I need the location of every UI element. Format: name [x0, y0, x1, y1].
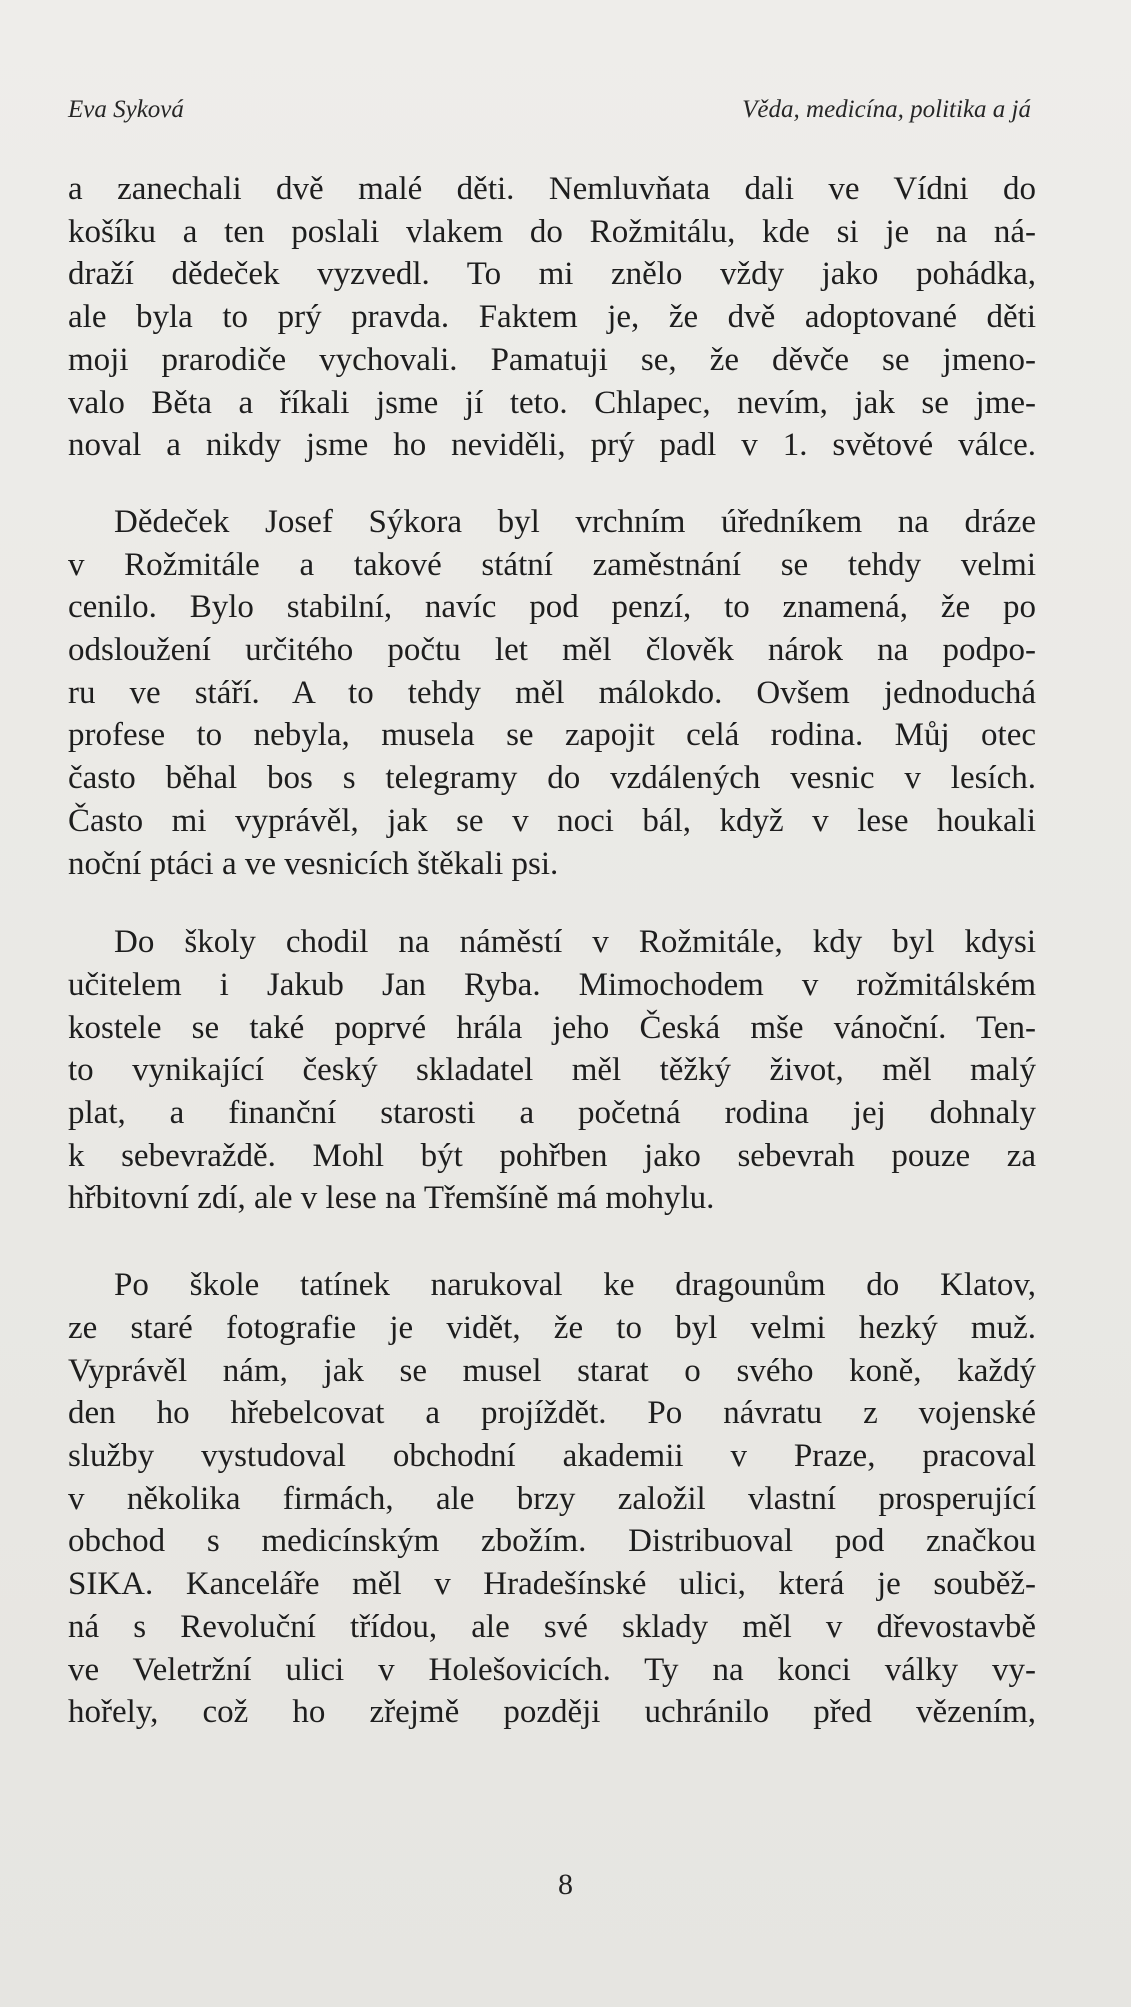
header-book-title: Věda, medicína, politika a já	[742, 96, 1031, 123]
running-header	[68, 96, 1031, 132]
text-line: valo Běta a říkali jsme jí teto. Chlapec, nevím, jak se jme-	[68, 384, 1036, 421]
text-line: profese to nebyla, musela se zapojit celá rodina. Můj otec	[68, 717, 1036, 754]
text-line: v Rožmitále a takové státní zaměstnání se tehdy velmi	[68, 546, 1036, 583]
paragraph-3	[68, 921, 1036, 1220]
text-line: ale byla to prý pravda. Faktem je, že dvě adoptované děti	[68, 299, 1036, 336]
text-line: obchod s medicínským zbožím. Distribuoval pod značkou	[68, 1523, 1036, 1560]
text-line: kostele se také poprvé hrála jeho Česká mše vánoční. Ten-	[68, 1009, 1036, 1046]
text-line: služby vystudoval obchodní akademii v Praze, pracoval	[68, 1437, 1036, 1474]
text-line: moji prarodiče vychovali. Pamatuji se, že děvče se jmeno-	[68, 341, 1036, 378]
text-line: den ho hřebelcovat a projíždět. Po návratu z vojenské	[68, 1395, 1036, 1432]
text-line: v několika firmách, ale brzy založil vlastní prosperující	[68, 1480, 1036, 1517]
text-line: noval a nikdy jsme ho neviděli, prý padl v 1. světové válce.	[68, 427, 1036, 464]
page-number: 8	[558, 1868, 573, 1901]
text-line: ve Veletržní ulici v Holešovicích. Ty na konci války vy-	[68, 1651, 1036, 1688]
text-line: hořely, což ho zřejmě později uchránilo před vězením,	[68, 1694, 1036, 1731]
text-line: Do školy chodil na náměstí v Rožmitále, kdy byl kdysi	[114, 924, 1036, 961]
text-line: plat, a finanční starosti a početná rodina jej dohnaly	[68, 1095, 1036, 1132]
text-line: to vynikající český skladatel měl těžký život, měl malý	[68, 1052, 1036, 1089]
text-line: noční ptáci a ve vesnicích štěkali psi.	[68, 845, 559, 882]
text-line: hřbitovní zdí, ale v lese na Třemšíně má mohylu.	[68, 1180, 715, 1217]
text-line: učitelem i Jakub Jan Ryba. Mimochodem v rožmitálském	[68, 966, 1036, 1003]
paragraph-1	[68, 168, 1036, 467]
text-line: Po škole tatínek narukoval ke dragounům do Klatov,	[114, 1267, 1036, 1304]
text-line: ná s Revoluční třídou, ale své sklady měl v dřevostavbě	[68, 1608, 1036, 1645]
text-line: SIKA. Kanceláře měl v Hradešínské ulici, která je souběž-	[68, 1566, 1036, 1603]
body-text	[68, 168, 1036, 1734]
header-author: Eva Syková	[68, 96, 184, 123]
text-line: cenilo. Bylo stabilní, navíc pod penzí, to znamená, že po	[68, 589, 1036, 626]
text-line: Vyprávěl nám, jak se musel starat o svého koně, každý	[68, 1352, 1036, 1389]
text-line: Často mi vyprávěl, jak se v noci bál, když v lese houkali	[68, 802, 1036, 839]
text-line: často běhal bos s telegramy do vzdálených vesnic v lesích.	[68, 760, 1036, 797]
text-line: draží dědeček vyzvedl. To mi znělo vždy jako pohádka,	[68, 256, 1036, 293]
text-line: odsloužení určitého počtu let měl člověk nárok na podpo-	[68, 632, 1036, 669]
text-line: k sebevraždě. Mohl být pohřben jako sebevrah pouze za	[68, 1137, 1036, 1174]
paragraph-4	[68, 1264, 1036, 1734]
text-line: Dědeček Josef Sýkora byl vrchním úředníkem na dráze	[114, 503, 1036, 540]
text-line: a zanechali dvě malé děti. Nemluvňata dali ve Vídni do	[68, 171, 1036, 207]
paragraph-2	[68, 501, 1036, 885]
text-line: ze staré fotografie je vidět, že to byl velmi hezký muž.	[68, 1309, 1036, 1346]
text-line: košíku a ten poslali vlakem do Rožmitálu, kde si je na ná-	[68, 213, 1036, 250]
text-line: ru ve stáří. A to tehdy měl málokdo. Ovšem jednoduchá	[68, 674, 1036, 711]
